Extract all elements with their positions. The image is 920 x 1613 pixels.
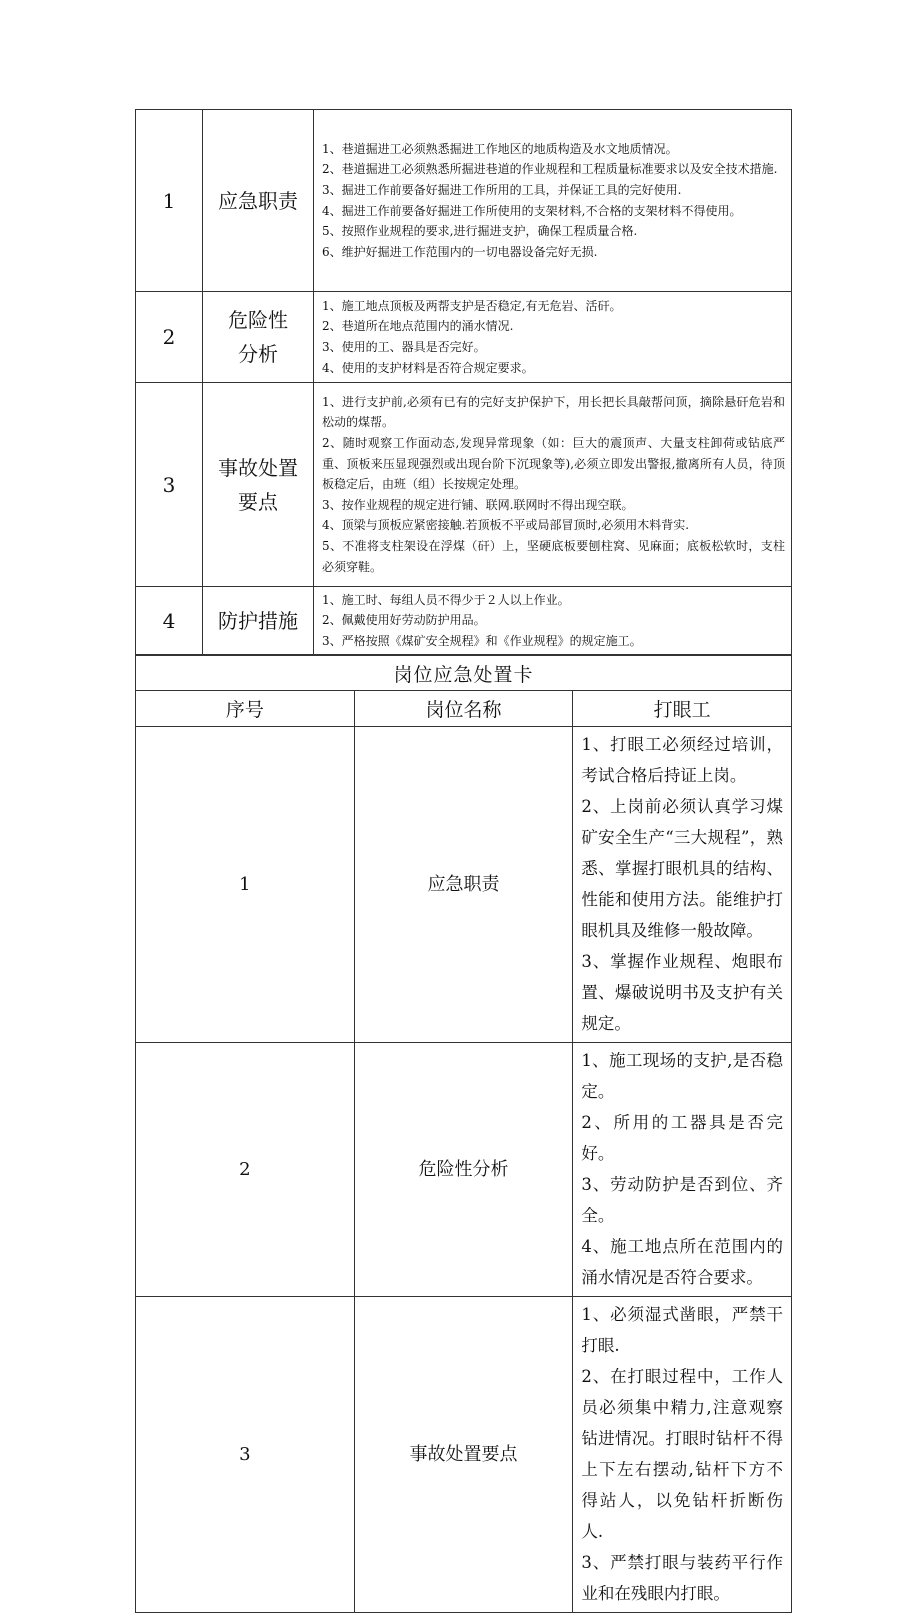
category-label: 危险性分析 [228,308,288,366]
table-row [136,110,792,292]
list-item: 2、随时观察工作面动态,发现异常现象（如：巨大的震顶声、大量支柱卸荷或钻底严重、顶板来压显现强烈或出现台阶下沉现象等),必须立即发出警报,撤离所有人员，待顶板稳定后，由班（组）长按规定处理。 [322,436,785,492]
row-content [314,383,792,587]
row-number: 3 [136,383,203,587]
list-item: 3、按作业规程的规定进行铺、联网.联网时不得出现空联。 [322,497,634,512]
list-item: 3、掌握作业规程、炮眼布置、爆破说明书及支护有关规定。 [581,952,783,1033]
table-row [136,727,792,1043]
header-post-name: 岗位名称 [354,691,573,727]
list-item: 3、严禁打眼与装药平行作业和在残眼内打眼。 [581,1553,783,1603]
card-title-row [136,656,792,691]
category-label: 防护措施 [218,608,298,633]
row-category [354,1297,573,1613]
list-item: 4、使用的支护材料是否符合规定要求。 [322,360,534,375]
list-item: 2、在打眼过程中，工作人员必须集中精力,注意观察钻进情况。打眼时钻杆不得上下左右摆动,钻杆下方不得站人，以免钻杆折断伤人. [581,1367,783,1541]
category-label: 危险性分析 [418,1158,509,1180]
upper-duty-table [135,109,792,655]
table-row [136,587,792,655]
row-number: 3 [136,1297,355,1613]
row-category [354,1043,573,1297]
row-category [203,383,314,587]
row-content [314,587,792,655]
list-item: 2、巷道掘进工必须熟悉所掘进巷道的作业规程和工程质量标准要求以及安全技术措施. [322,162,778,177]
row-content [573,1297,792,1613]
list-item: 2、上岗前必须认真学习煤矿安全生产“三大规程”，熟悉、掌握打眼机具的结构、性能和使用方法。能维护打眼机具及维修一般故障。 [581,797,783,940]
list-item: 3、使用的工、器具是否完好。 [322,340,486,354]
table-row [136,1297,792,1613]
list-item: 2、巷道所在地点范围内的涌水情况. [322,319,514,334]
row-content [573,727,792,1043]
list-item: 1、施工现场的支护,是否稳定。 [581,1051,783,1101]
list-item: 1、必须湿式凿眼，严禁干打眼. [581,1305,783,1355]
table-row [136,292,792,383]
list-item: 3、严格按照《煤矿安全规程》和《作业规程》的规定施工。 [322,633,642,648]
row-number: 2 [136,292,203,383]
list-item: 2、所用的工器具是否完好。 [581,1113,783,1163]
row-number: 1 [136,727,355,1043]
list-item: 2、佩戴使用好劳动防护用品。 [322,613,486,628]
list-item: 3、掘进工作前要备好掘进工作所用的工具，并保证工具的完好使用. [322,182,682,197]
list-item: 4、掘进工作前要备好掘进工作所使用的支架材料,不合格的支架材料不得使用。 [322,203,742,218]
list-item: 5、按照作业规程的要求,进行掘进支护，确保工程质量合格. [322,224,638,239]
header-post: 打眼工 [573,691,792,727]
list-item: 5、不准将支柱架设在浮煤（矸）上，坚硬底板要刨柱窝、见麻面；底板松软时，支柱必须穿鞋。 [322,538,785,574]
row-number: 4 [136,587,203,655]
list-item: 1、施工地点顶板及两帮支护是否稳定,有无危岩、活矸。 [322,298,622,313]
row-number: 1 [136,110,203,292]
row-content [573,1043,792,1297]
list-item: 1、施工时、每组人员不得少于２人以上作业。 [322,592,570,607]
list-item: 1、巷道掘进工必须熟悉掘进工作地区的地质构造及水文地质情况。 [322,141,678,156]
category-label: 应急职责 [218,188,298,213]
header-seq: 序号 [136,691,355,727]
row-number: 2 [136,1043,355,1297]
card-title: 岗位应急处置卡 [136,656,792,691]
category-label: 应急职责 [427,873,500,895]
row-category [203,110,314,292]
row-category [203,587,314,655]
post-emergency-card-table [135,655,792,1613]
row-content [314,292,792,383]
category-label: 事故处置要点 [409,1443,518,1465]
table-row [136,1043,792,1297]
header-row [136,691,792,727]
list-item: 4、顶梁与顶板应紧密接触.若顶板不平或局部冒顶时,必须用木料背实. [322,518,690,533]
list-item: 1、进行支护前,必须有已有的完好支护保护下，用长把长具敲帮问顶，摘除悬矸危岩和松动的煤帮。 [322,394,785,430]
table-row [136,383,792,587]
list-item: 1、打眼工必须经过培训，考试合格后持证上岗。 [581,735,783,785]
list-item: 3、劳动防护是否到位、齐全。 [581,1175,783,1225]
row-category [354,727,573,1043]
row-category [203,292,314,383]
list-item: 6、维护好掘进工作范围内的一切电器设备完好无损. [322,244,598,259]
category-label: 事故处置要点 [218,455,298,514]
row-content [314,110,792,292]
list-item: 4、施工地点所在范围内的涌水情况是否符合要求。 [581,1237,783,1287]
